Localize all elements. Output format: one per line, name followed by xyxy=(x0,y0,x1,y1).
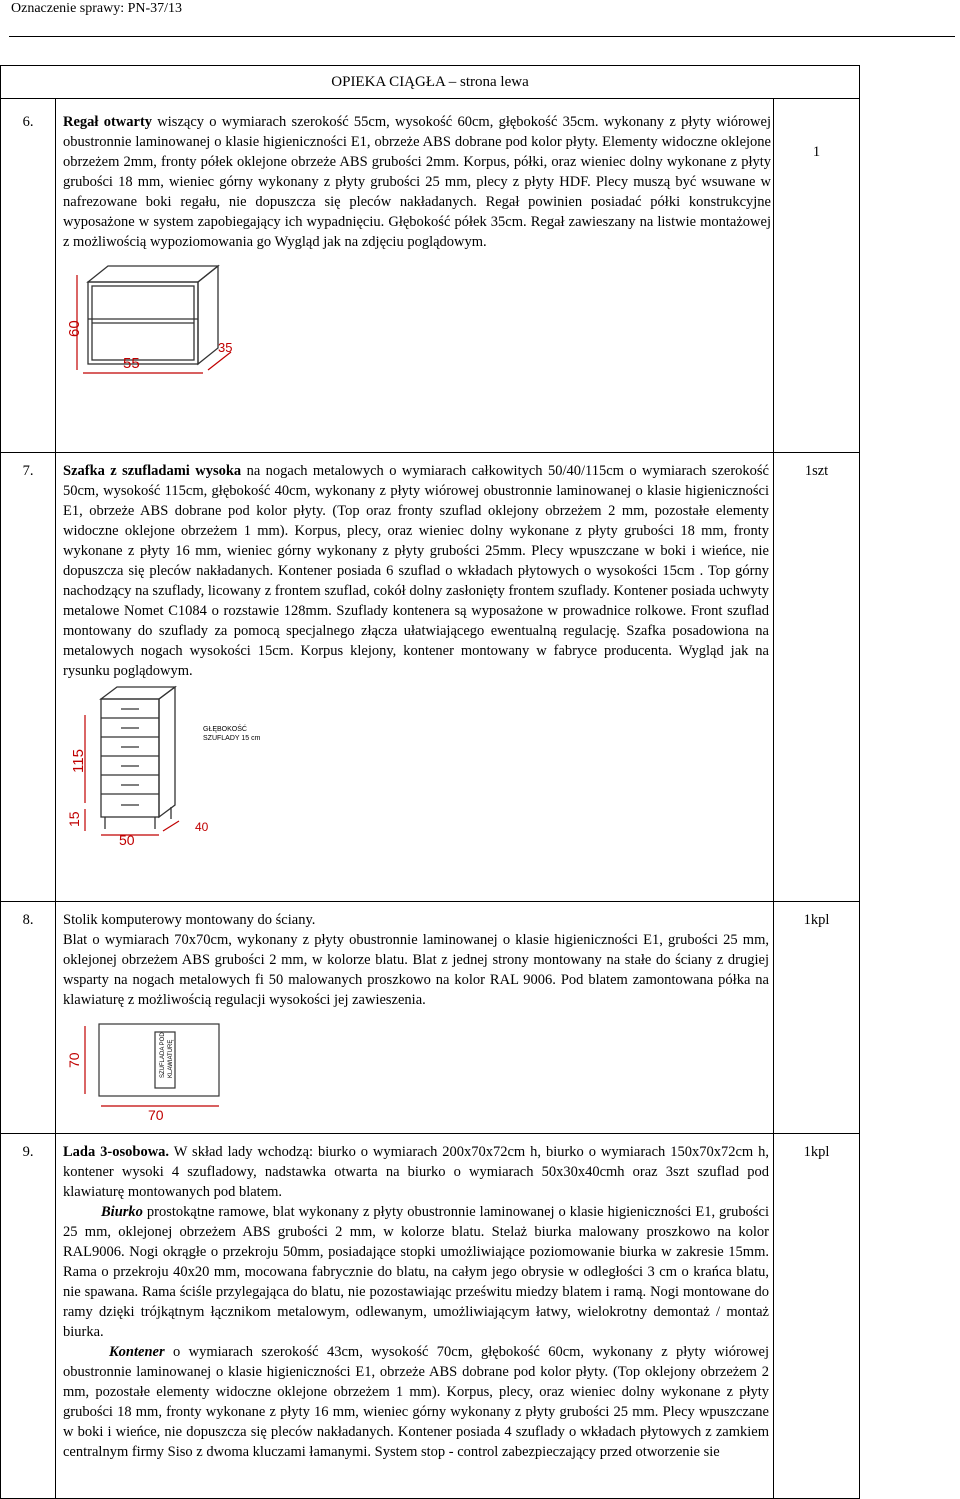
open-shelf-drawing xyxy=(63,260,303,380)
item-text: Blat o wymiarach 70x70cm, wykonany z płyty obustronnie laminowanej o klasie higieniczności E1, grubości 25 mm, oklejonej obrzeżem ABS grubości 2 mm, w kolorze blatu. Blat z jednej strony montowany na stałe do ściany z drugiej wsparty na nogach metalowych fi 50 malowanych proszkowo na kolor RAL 9006. Pod blatem zamontowana półka na klawiaturę z możliwością regulacji wysokości jej zawieszenia. xyxy=(63,932,769,1008)
item-number: 9. xyxy=(1,1134,56,1499)
dim-depth: 35 xyxy=(218,340,233,355)
item-intro: Lada 3-osobowa. W skład lady wchodzą: biurko o wymiarach 200x70x72cm h, biurko o wymiarach 150x70x72cm h, kontener wysoki 4 szufladowy, nadstawka otwarta na biurko o wymiarach 50x30x40cmh oraz 3szt szuflad pod klawiaturę montowanych pod blatem. xyxy=(63,1144,769,1200)
page-header xyxy=(9,0,955,37)
item-title: Lada 3-osobowa. xyxy=(63,1144,170,1160)
dim-depth: 40 xyxy=(195,820,209,834)
item-quantity: 1szt xyxy=(774,453,860,902)
container-label: Kontener xyxy=(109,1344,165,1360)
drawer-depth-note: GŁĘBOKOŚĆ xyxy=(203,726,247,733)
item-description xyxy=(56,453,774,902)
item-description xyxy=(56,902,774,1134)
item-title: Szafka z szufladami wysoka xyxy=(63,463,242,479)
item-quantity: 1kpl xyxy=(774,902,860,1134)
item-row-6 xyxy=(1,99,860,453)
item-row-8 xyxy=(1,902,860,1134)
desk-label: Biurko xyxy=(101,1204,143,1220)
keyboard-shelf-label-2: KLAWIATURĘ xyxy=(168,1039,174,1078)
item-row-7 xyxy=(1,453,860,902)
section-title: OPIEKA CIĄGŁA – strona lewa xyxy=(1,66,860,99)
item-title: Stolik komputerowy montowany do ściany. xyxy=(63,912,316,928)
dim-width: 55 xyxy=(123,355,140,372)
item-text: Regał otwarty wiszący o wymiarach szerokość 55cm, wysokość 60cm, głębokość 35cm. wykonany z płyty wiórowej obustronnie laminowanej o klasie higieniczności E1, obrzeże ABS dobrane pod kolor płyty. Elementy widoczne oklejone obrzeżem 2mm, fronty półek oklejone obrzeże ABS grubości 2mm. Korpus, półki, oraz wieniec dolny wykonane z płyty grubości 18 mm, wieniec górny wykonany z płyty grubości 25 mm, plecy z płyty HDF. Plecy muszą być wsuwane w nafrezowane boki regału, nie dopuszcza się pleców nakładanych. Regał powinien posiadać półki konstrukcyjne wyposażone w system zapobiegający ich wypadnięciu. Głębokość półek 35cm. Regał zawieszany na listwie montażowej z możliwością wypoziomowania go Wygląd jak na zdjęciu poglądowym. xyxy=(63,114,771,250)
case-number-label: Oznaczenie sprawy: PN-37/13 xyxy=(11,1,183,16)
dim-width: 50 xyxy=(119,832,135,845)
item-text-clip xyxy=(63,1142,773,1498)
item-number: 8. xyxy=(1,902,56,1134)
item-description xyxy=(56,99,774,453)
dim-height: 60 xyxy=(66,320,83,337)
drawer-cabinet-drawing xyxy=(63,685,323,845)
item-quantity: 1kpl xyxy=(774,1134,860,1499)
desk-description: Biurko prostokątne ramowe, blat wykonany z płyty obustronnie laminowanej o klasie higieniczności E1, grubości 25 mm, oklejonej obrzeżem ABS grubości 2 mm, w kolorze blatu. Stelaż biurka malowany proszkowo na kolor RAL9006. Nogi okrągłe o przekroju 50mm, posiadające stopki umożliwiające poziomowanie biurka w zakresie 15mm. Rama o przekroju 40x20 mm, mocowana fabrycznie do blatu, na całym jego obrysie w odległości 3 cm o krańca blatu, nie spawana. Rama ściśle przylegająca do blatu, nie pozostawiając prześwitu miedzy blatem i ramą. Nogi montowane do ramy dzięki trójkątnym łącznikom metalowym, odlewanym, umożliwiającym łatwy, wielokrotny demontaż / montaż biurka. xyxy=(63,1204,769,1340)
keyboard-shelf-label: SZUFLADA POD xyxy=(160,1032,166,1078)
item-title: Regał otwarty xyxy=(63,114,153,130)
dim-height: 115 xyxy=(70,749,87,773)
dim-width: 70 xyxy=(148,1107,164,1123)
item-text: Szafka z szufladami wysoka na nogach metalowych o wymiarach całkowitych 50/40/115cm o wymiarach szerokość 50cm, wysokość 115cm, głębokość 40cm, wykonany z płyty wiórowej obustronnie laminowanej o klasie higieniczności E1, obrzeże ABS dobrane pod kolor płyty. (Top oraz fronty szuflad oklejony obrzeżem 2 mm, pozostałe elementy widoczne oklejone obrzeżem 1 mm). Korpus, plecy, oraz wieniec dolny wykonane z płyty grubości 18 mm, fronty wykonane z płyty 16 mm, wieniec górny wykonany z płyty grubości 25mm. Plecy wpuszczane w boki i wieńce, nie dopuszcza się pleców nakładanych. Kontener posiada 6 szuflad o wkładach płytowych o wysokości 15cm . Top górny nachodzący na szuflady, licowany z frontem szuflad, cokół dolny zasłonięty frontem szuflady. Kontener posiada uchwyty metalowe Nomet C1084 o rozstawie 128mm. Szuflady kontenera są wyposażone w prowadnice rolkowe. Front szuflad montowany do szuflady za pomocą specjalnego złącza ułatwiającego ewentualną regulację. Szafka posadowiona na metalowych nogach wysokości 15cm. Korpus klejony, kontener montowany w fabryce producenta. Wygląd jak na rysunku poglądowym. xyxy=(63,463,769,679)
item-description xyxy=(56,1134,774,1499)
dim-height: 70 xyxy=(66,1052,82,1068)
section-title-row xyxy=(1,66,860,99)
item-number: 7. xyxy=(1,453,56,902)
drawer-depth-note-2: SZUFLADY 15 cm xyxy=(203,735,261,742)
specification-table xyxy=(0,65,860,1499)
item-number: 6. xyxy=(1,99,56,453)
computer-desk-drawing xyxy=(63,1014,263,1124)
item-quantity: 1 xyxy=(774,99,860,453)
item-row-9 xyxy=(1,1134,860,1499)
dim-leg: 15 xyxy=(66,811,82,827)
container-description: Kontener o wymiarach szerokość 43cm, wysokość 70cm, głębokość 60cm, wykonany z płyty wiórowej obustronnie laminowanej o klasie higieniczności E1, obrzeże ABS dobrane pod kolor płyty. (Top oklejony obrzeżem 2 mm, pozostałe elementy widoczne oklejone obrzeżem 1 mm). Korpus, plecy, oraz wieniec dolny wykonane z płyty grubości 18 mm, fronty wykonane z płyty 16 mm, wieniec górny wykonany z płyty grubości 25 mm. Plecy wpuszczane w boki i wieńce, nie dopuszcza się pleców nakładanych. Kontener posiada 4 szuflady o wkładach płytowych z zamkiem centralnym firmy Siso z dwoma kluczami łamanymi. System stop - control zabezpieczający przed otworzenie sie xyxy=(63,1344,769,1460)
